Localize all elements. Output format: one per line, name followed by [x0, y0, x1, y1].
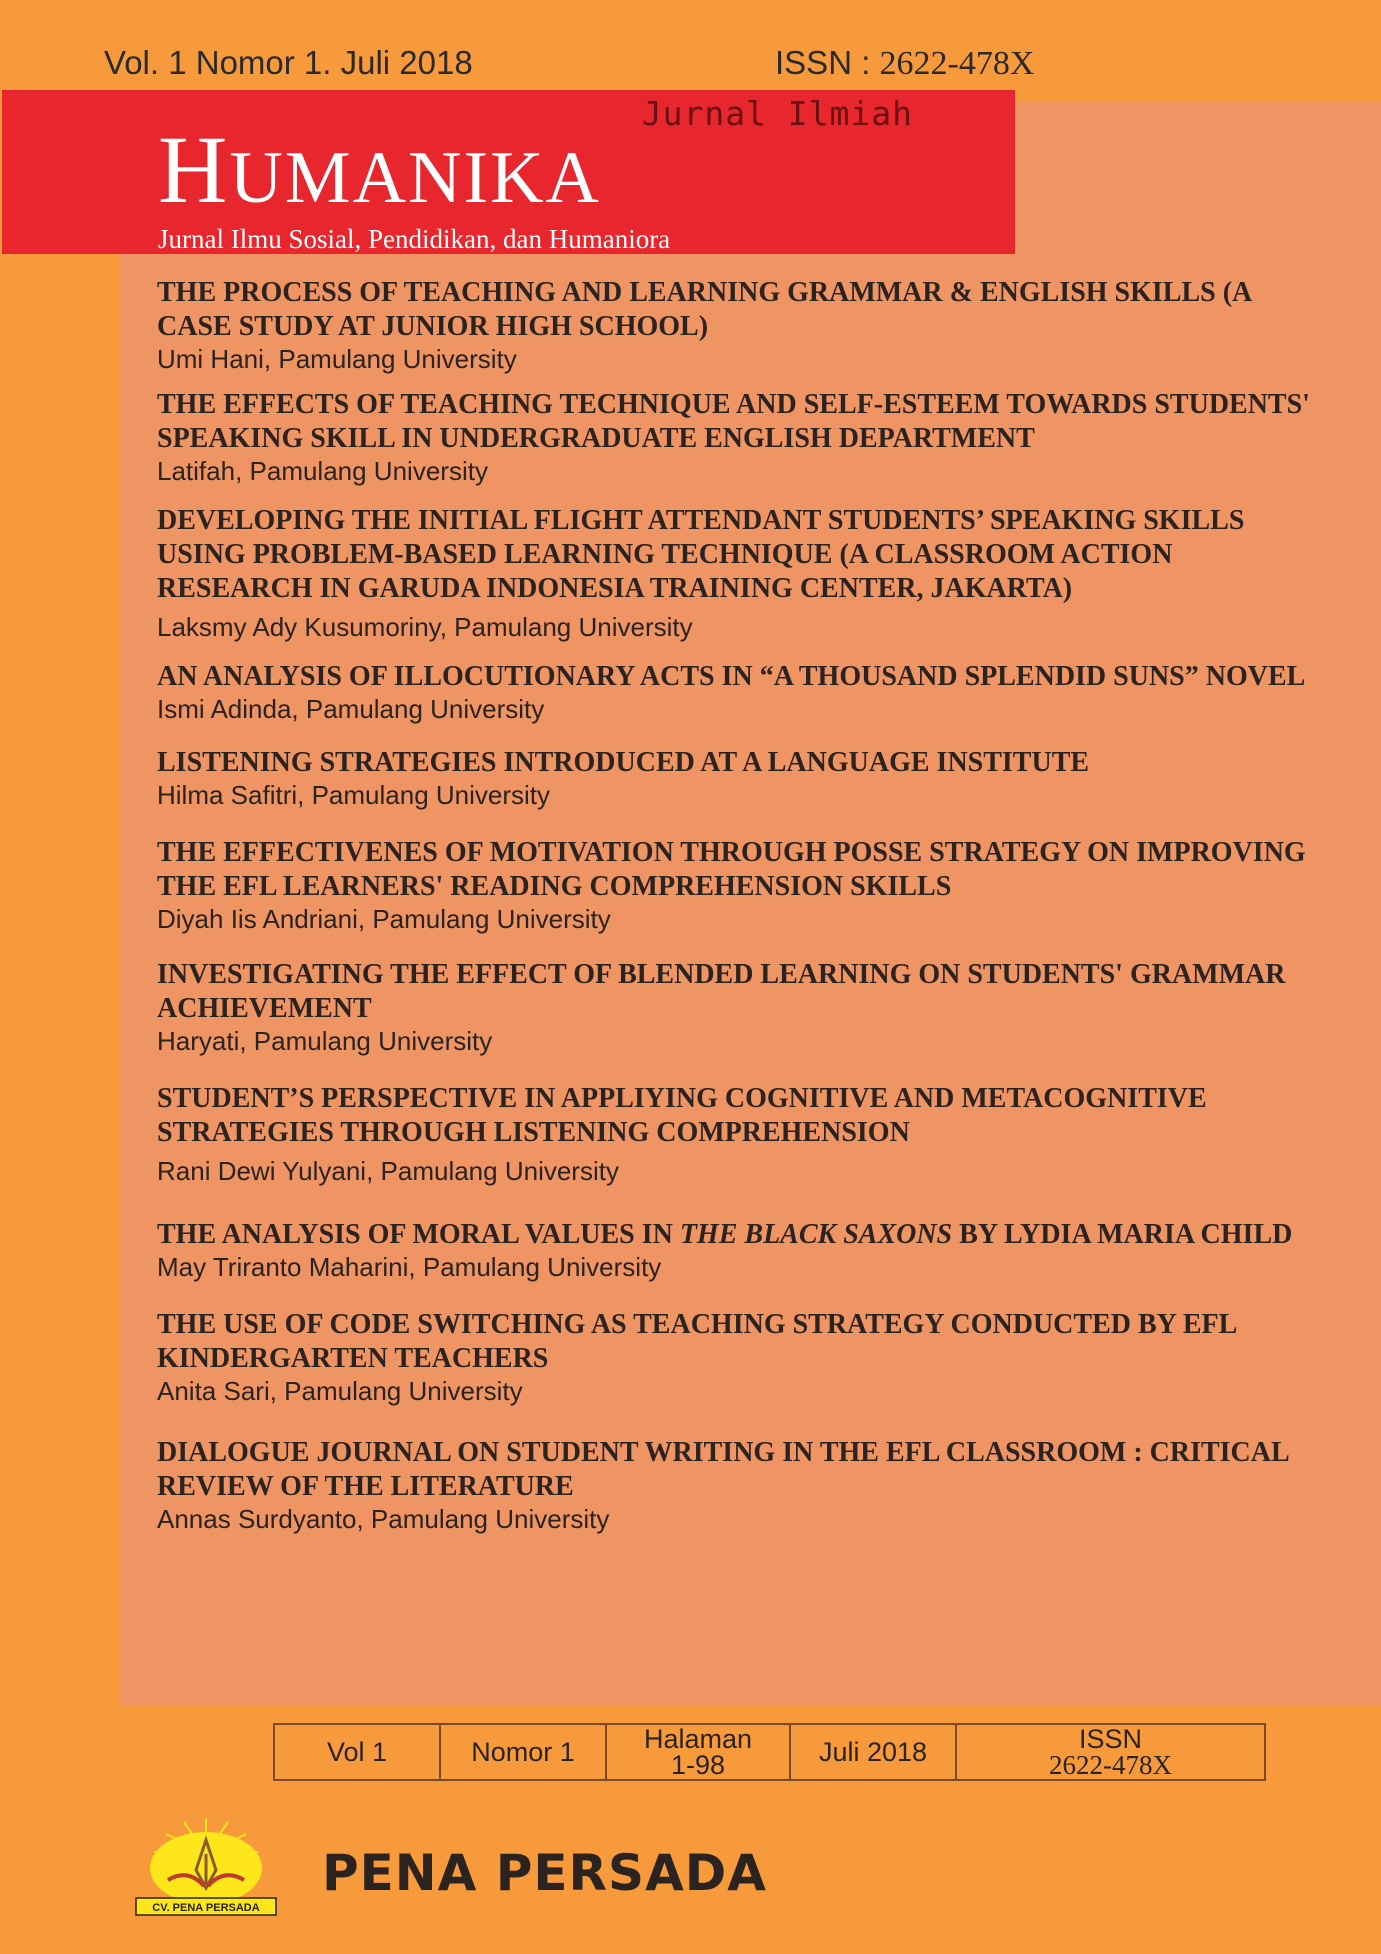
article-title: INVESTIGATING THE EFFECT OF BLENDED LEARNING ON STUDENTS' GRAMMAR ACHIEVEMENT: [157, 959, 1286, 1024]
article-title: [157, 1218, 1317, 1252]
article-title: THE USE OF CODE SWITCHING AS TEACHING STRATEGY CONDUCTED BY EFL KINDERGARTEN TEACHERS: [157, 1309, 1236, 1374]
article-item: [157, 958, 1317, 1056]
header-volume: Vol. 1 Nomor 1. Juli 2018: [104, 44, 473, 81]
article-author: Haryati, Pamulang University: [157, 1026, 493, 1056]
masthead: [2, 90, 1015, 254]
article-title: DEVELOPING THE INITIAL FLIGHT ATTENDANT STUDENTS’ SPEAKING SKILLS USING PROBLEM-BASED LEARNING TECHNIQUE (A CLASSROOM ACTION RESEARCH IN GARUDA INDONESIA TRAINING CENTER, JAKARTA): [157, 505, 1245, 604]
article-author: Anita Sari, Pamulang University: [157, 1376, 523, 1406]
article-item: [157, 1436, 1317, 1534]
journal-title-initial: H: [158, 116, 230, 223]
article-item: [157, 836, 1317, 934]
article-author: Diyah Iis Andriani, Pamulang University: [157, 904, 611, 934]
article-title: LISTENING STRATEGIES INTRODUCED AT A LANGUAGE INSTITUTE: [157, 747, 1090, 778]
article-author: Annas Surdyanto, Pamulang University: [157, 1504, 610, 1534]
article-item: [157, 660, 1317, 724]
pena-persada-logo-icon: [134, 1814, 278, 1916]
masthead-subtitle: Jurnal Ilmiah: [641, 94, 913, 133]
info-halaman: [606, 1724, 790, 1780]
article-title: STUDENT’S PERSPECTIVE IN APPLIYING COGNITIVE AND METACOGNITIVE STRATEGIES THROUGH LISTENING COMPREHENSION: [157, 1083, 1207, 1148]
article-author: Latifah, Pamulang University: [157, 456, 488, 486]
info-halaman-value: 1-98: [670, 1750, 726, 1780]
article-item: [157, 1308, 1317, 1406]
article-title: THE EFFECTS OF TEACHING TECHNIQUE AND SELF-ESTEEM TOWARDS STUDENTS' SPEAKING SKILL IN UNDERGRADUATE ENGLISH DEPARTMENT: [157, 389, 1310, 454]
header-issn-label: ISSN :: [775, 44, 880, 81]
info-date: Juli 2018: [790, 1724, 956, 1780]
article-list: [157, 276, 1317, 1534]
journal-title-rest: UMANIKA: [229, 137, 601, 219]
article-author: Hilma Safitri, Pamulang University: [157, 780, 551, 810]
info-issn-label: ISSN: [1078, 1724, 1143, 1754]
article-title-italic: THE BLACK SAXONS: [679, 1219, 953, 1250]
article-item: [157, 504, 1317, 642]
article-title-part: BY LYDIA MARIA CHILD: [952, 1219, 1293, 1250]
info-issn: [956, 1724, 1265, 1780]
header-issn: [775, 44, 1034, 83]
article-title: THE EFFECTIVENES OF MOTIVATION THROUGH POSSE STRATEGY ON IMPROVING THE EFL LEARNERS' READING COMPREHENSION SKILLS: [157, 837, 1306, 902]
info-issn-value: 2622-478X: [1049, 1750, 1172, 1780]
journal-title: [158, 116, 601, 223]
article-title: AN ANALYSIS OF ILLOCUTIONARY ACTS IN “A THOUSAND SPLENDID SUNS” NOVEL: [157, 661, 1306, 692]
article-author: May Triranto Maharini, Pamulang University: [157, 1252, 662, 1282]
article-author: Laksmy Ady Kusumoriny, Pamulang University: [157, 612, 693, 642]
article-author: Rani Dewi Yulyani, Pamulang University: [157, 1156, 619, 1186]
article-author: Ismi Adinda, Pamulang University: [157, 694, 545, 724]
article-author: Umi Hani, Pamulang University: [157, 344, 517, 374]
article-item: [157, 1218, 1317, 1282]
publisher-name: PENA PERSADA: [322, 1844, 767, 1902]
info-halaman-label: Halaman: [643, 1724, 753, 1754]
article-title-part: THE ANALYSIS OF MORAL VALUES IN: [157, 1219, 680, 1250]
info-vol: Vol 1: [274, 1724, 440, 1780]
journal-tagline: Jurnal Ilmu Sosial, Pendidikan, dan Humaniora: [158, 224, 671, 254]
logo-text: CV. PENA PERSADA: [152, 1902, 260, 1914]
info-nomor: Nomor 1: [440, 1724, 606, 1780]
article-item: [157, 746, 1317, 810]
article-item: [157, 1082, 1317, 1186]
article-item: [157, 388, 1317, 486]
issue-info-table: [273, 1723, 1266, 1781]
header-issn-number: 2622-478X: [879, 45, 1035, 82]
article-item: [157, 276, 1317, 374]
article-title: THE PROCESS OF TEACHING AND LEARNING GRAMMAR & ENGLISH SKILLS (A CASE STUDY AT JUNIOR HIGH SCHOOL): [157, 277, 1251, 342]
article-title: DIALOGUE JOURNAL ON STUDENT WRITING IN THE EFL CLASSROOM : CRITICAL REVIEW OF THE LITERATURE: [157, 1437, 1289, 1502]
